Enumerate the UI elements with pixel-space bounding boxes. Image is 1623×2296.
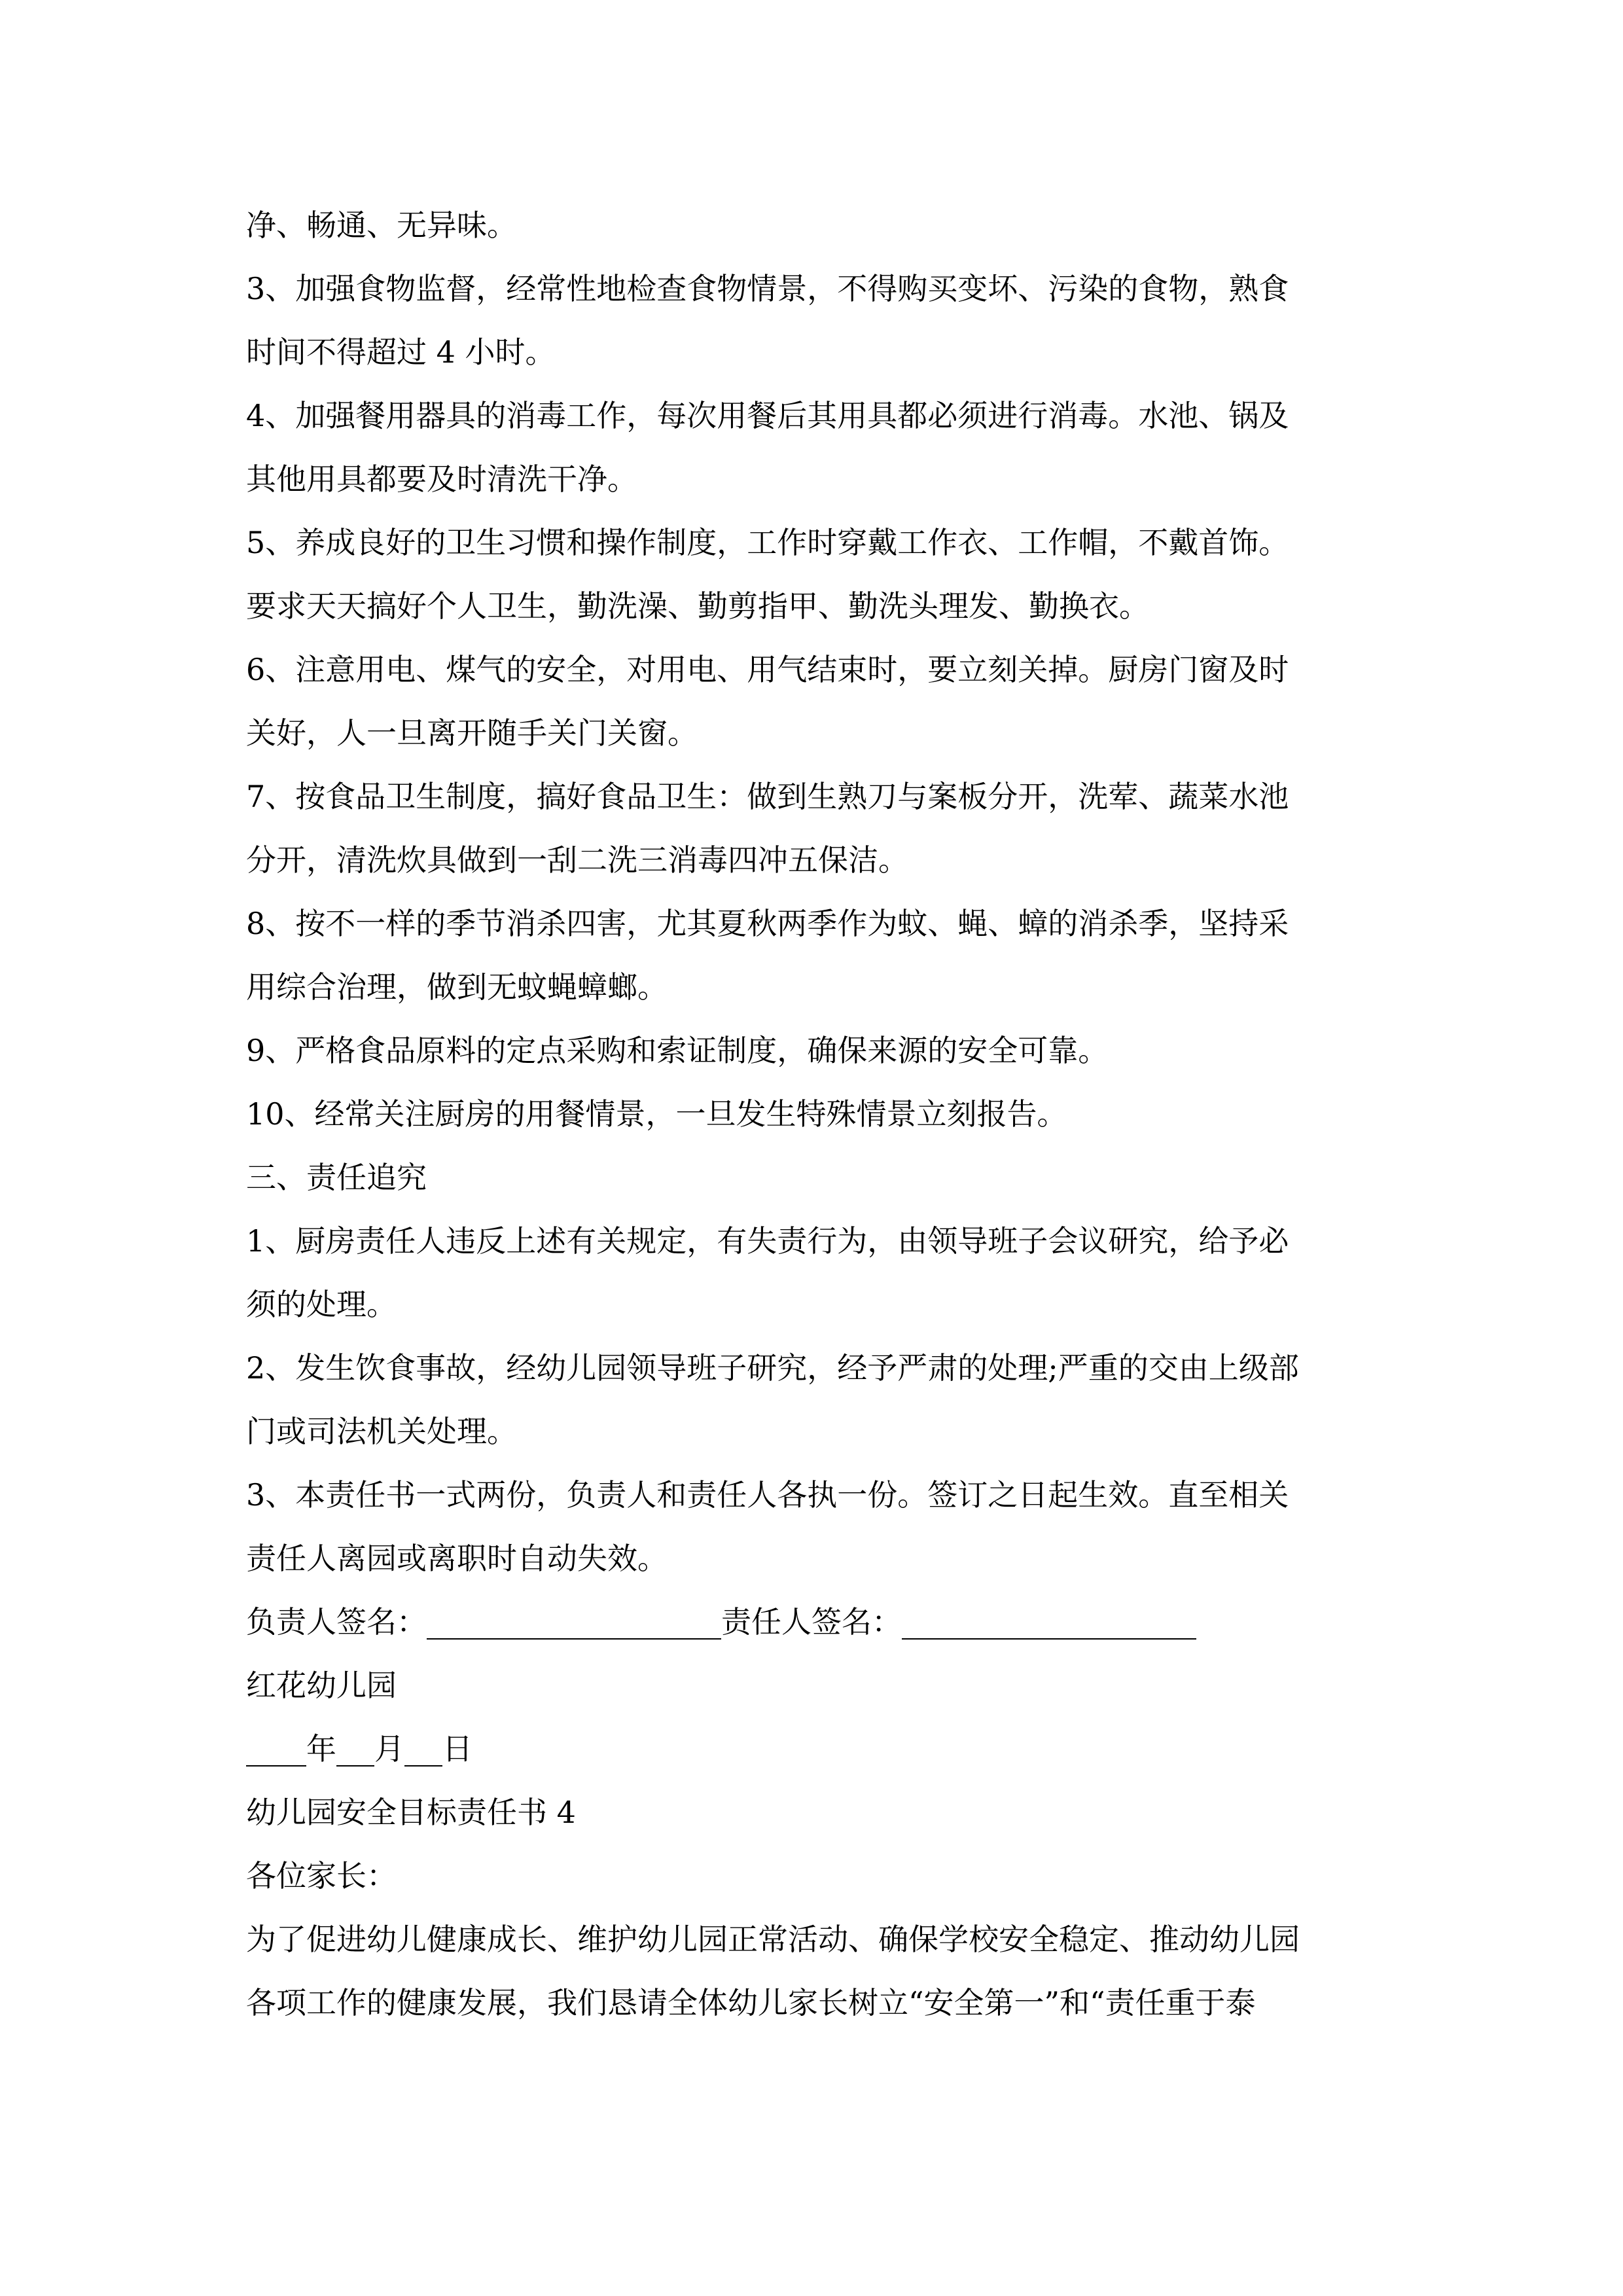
accountability-1-line-2: 须的处理。	[246, 1287, 397, 1322]
responsible-signature-label: 责任人签名：	[721, 1604, 902, 1640]
clause-6-line-1: 6、注意用电、煤气的安全，对用电、用气结束时，要立刻关掉。厨房门窗及时	[246, 652, 1289, 687]
month-label: 月	[374, 1731, 404, 1767]
clause-3-line-2: 时间不得超过 4 小时。	[246, 334, 556, 370]
year-blank[interactable]	[246, 1727, 306, 1767]
clause-10: 10、经常关注厨房的用餐情景，一旦发生特殊情景立刻报告。	[246, 1096, 1067, 1132]
signature-line	[246, 1590, 1385, 1654]
clause-7-line-1: 7、按食品卫生制度，搞好食品卫生：做到生熟刀与案板分开，洗荤、蔬菜水池	[246, 779, 1289, 814]
day-label: 日	[442, 1731, 473, 1767]
clause-6-line-2: 关好，人一旦离开随手关门关窗。	[246, 715, 698, 751]
accountability-3-line-2: 责任人离园或离职时自动失效。	[246, 1541, 668, 1576]
principal-signature-blank[interactable]	[427, 1600, 721, 1640]
clause-7-line-2: 分开，清洗炊具做到一刮二洗三消毒四冲五保洁。	[246, 842, 908, 878]
day-blank[interactable]	[404, 1727, 442, 1767]
accountability-1-line-1: 1、厨房责任人违反上述有关规定，有失责行为，由领导班子会议研究，给予必	[246, 1223, 1289, 1259]
document-body	[246, 194, 1385, 2035]
clause-4-line-1: 4、加强餐用器具的消毒工作，每次用餐后其用具都必须进行消毒。水池、锅及	[246, 398, 1289, 433]
accountability-2-line-2: 门或司法机关处理。	[246, 1414, 517, 1449]
clause-8-line-1: 8、按不一样的季节消杀四害，尤其夏秋两季作为蚊、蝇、蟑的消杀季，坚持采	[246, 906, 1289, 941]
accountability-3-line-1: 3、本责任书一式两份，负责人和责任人各执一份。签订之日起生效。直至相关	[246, 1477, 1289, 1513]
year-label: 年	[306, 1731, 336, 1767]
intro-line-1: 为了促进幼儿健康成长、维护幼儿园正常活动、确保学校安全稳定、推动幼儿园	[246, 1922, 1300, 1957]
intro-line-2: 各项工作的健康发展，我们恳请全体幼儿家长树立“安全第一”和“责任重于泰	[246, 1985, 1256, 2020]
kindergarten-name: 红花幼儿园	[246, 1668, 397, 1703]
clause-5-line-1: 5、养成良好的卫生习惯和操作制度，工作时穿戴工作衣、工作帽，不戴首饰。	[246, 525, 1289, 560]
section-heading-accountability: 三、责任追究	[246, 1160, 427, 1195]
accountability-2-line-1: 2、发生饮食事故，经幼儿园领导班子研究，经予严肃的处理;严重的交由上级部	[246, 1350, 1299, 1386]
clause-8-line-2: 用综合治理，做到无蚊蝇蟑螂。	[246, 969, 668, 1005]
document-title-4: 幼儿园安全目标责任书 4	[246, 1795, 576, 1830]
principal-signature-label: 负责人签名：	[246, 1604, 427, 1640]
clause-3-line-1: 3、加强食物监督，经常性地检查食物情景，不得购买变坏、污染的食物，熟食	[246, 271, 1289, 306]
clause-5-line-2: 要求天天搞好个人卫生，勤洗澡、勤剪指甲、勤洗头理发、勤换衣。	[246, 588, 1149, 624]
text-line: 净、畅通、无异味。	[246, 207, 517, 243]
clause-9: 9、严格食品原料的定点采购和索证制度，确保来源的安全可靠。	[246, 1033, 1109, 1068]
salutation: 各位家长：	[246, 1858, 397, 1893]
responsible-signature-blank[interactable]	[902, 1600, 1196, 1640]
clause-4-line-2: 其他用具都要及时清洗干净。	[246, 461, 637, 497]
date-line	[246, 1717, 1385, 1781]
month-blank[interactable]	[336, 1727, 374, 1767]
